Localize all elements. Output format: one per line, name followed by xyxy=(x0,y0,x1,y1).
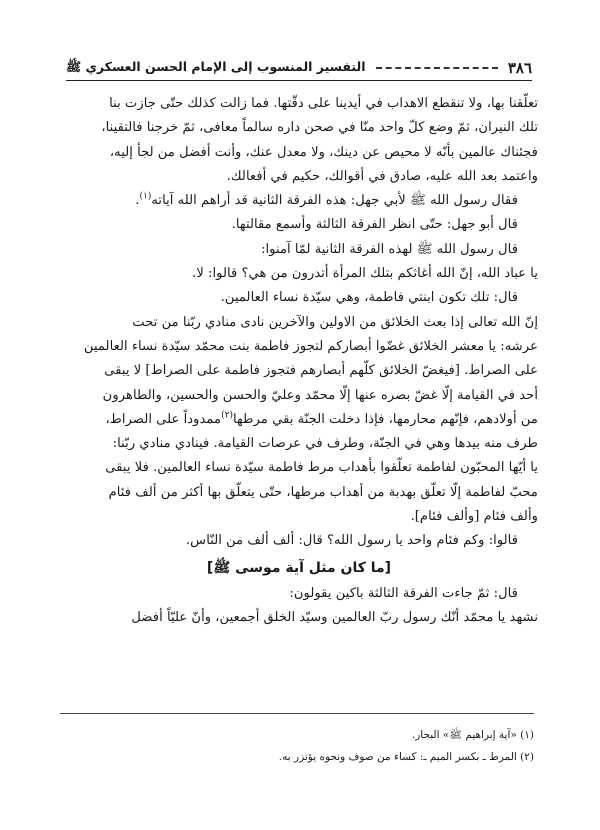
text-line-content: ممدوداً على الصراط، xyxy=(105,411,222,427)
text-line: يا أيّها المحبّون لفاطمة تعلّقوا بأهداب مرط فاطمة سيّدة نساء العالمين. فلا يبقى xyxy=(105,460,538,476)
text-line: نشهد يا محمّد أنّك رسول ربّ العالمين وسيّد الخلق أجمعين، وأنّ عليّاً أفضل xyxy=(131,610,538,626)
text-line xyxy=(60,408,538,432)
text-line-content: فقال رسول الله ﷺ لأبي جهل: هذه الفرقة الثانية قد أراهم الله آياته xyxy=(151,193,518,209)
text-line: على الصراط. [فيغضّ الخلائق كلّهم أبصارهم فتجوز فاطمة على الصراط] لا يبقى xyxy=(104,363,538,379)
body-text xyxy=(60,92,538,631)
footnote-1: (١) «آية إبراهيم ﷺ» البحار. xyxy=(411,729,534,741)
text-line: فقال رسول الله ﷺ لأبي جهل: هذه الفرقة الثانية قد أراهم الله آياته$^{(١)}$. xyxy=(135,191,518,209)
text-line: محبّ لفاطمة إلّا تعلّق بهدبة من أهداب مرطها، حتّى يتعلّق بها أكثر من ألف فئام xyxy=(108,484,538,500)
section-heading: [ما كان مثل آية موسى ﷺ] xyxy=(206,559,392,576)
footnote-ref-2: (٢) xyxy=(221,410,233,421)
text-line: إنّ الله تعالى إذا بعث الخلائق من الاولين والآخرين نادى منادي ربّنا من تحت xyxy=(132,314,538,330)
text-line: فجئناك عالمين بأنّه لا محيص عن دينك، ولا معدل عنك، وأنت أفضل من لجأ إليه، xyxy=(109,144,538,160)
text-line: تلك النيران، ثمّ وضع كلّ واحد منّا في صحن داره سالماً معافى، ثمّ خرجنا فالتقينا، xyxy=(101,120,538,136)
text-line: طرف منه بيدها وهي في الجنّة، وطرف في عرصات القيامة. فينادي منادي ربّنا: xyxy=(112,436,538,452)
running-header xyxy=(66,56,532,81)
text-line: قال: ثمّ جاءت الفرقة الثالثة باكين يقولون: xyxy=(289,585,518,601)
text-line: قال: تلك تكون ابنتي فاطمة، وهي سيّدة نساء العالمين. xyxy=(220,290,518,306)
footnote-2: (٢) المرط ـ بكسر الميم ـ: كساء من صوف ونحوه يؤتزر به. xyxy=(278,751,534,763)
text-line: يا عباد الله، إنّ الله أغاثكم بتلك المرأة أتدرون من هي؟ قالوا: لا. xyxy=(192,266,538,282)
footnote-ref-1: (١) xyxy=(139,191,152,202)
header-dashed-rule xyxy=(376,67,498,69)
page-number: ٣٨٦ xyxy=(507,59,532,77)
text-line: أحد في القيامة إلّا غضّ بصره عنها إلّا محمّد وعليّ والحسن والحسين، والطاهرون xyxy=(102,387,538,403)
text-line: قال أبو جهل: حتّى انظر الفرقة الثالثة وأسمع مقالتها. xyxy=(231,217,518,233)
text-line: واعتمد بعد الله عليه، صادق في أقوالك، حكيم في أفعالك. xyxy=(226,168,538,184)
book-title: التفسير المنسوب إلى الإمام الحسن العسكري ﷺ xyxy=(66,58,366,74)
text-line: عرشه: يا معشر الخلائق غضّوا أبصاركم لتجوز فاطمة بنت محمّد سيّدة نساء العالمين xyxy=(83,338,538,354)
text-line: قالوا: وكم فئام واحد يا رسول الله؟ قال: ألف ألف من النّاس. xyxy=(185,533,518,549)
text-line: وألف فئام [وألف فئام]. xyxy=(410,509,538,525)
footnotes xyxy=(60,724,534,768)
text-line: قال رسول الله ﷺ لهذه الفرقة الثانية لمّا آمنوا: xyxy=(261,241,518,257)
text-line-content: من أولادهم، فإنّهم محارمها، فإذا دخلت الجنّة بقي مرطها xyxy=(233,411,538,427)
footnote-divider xyxy=(60,713,534,714)
text-line: تعلّقنا بها، ولا تنقطع الاهداب في أيدينا على دقّتها. فما زالت كذلك حتّى جازت بنا xyxy=(109,96,538,111)
